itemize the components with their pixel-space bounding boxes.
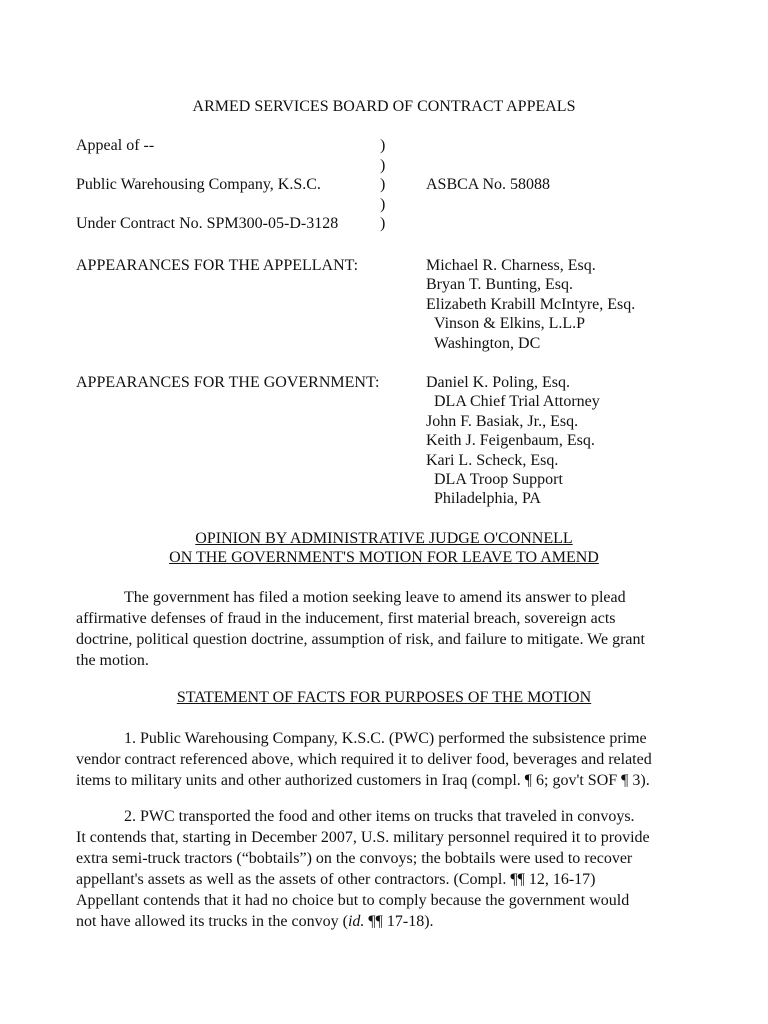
- counsel-name: Elizabeth Krabill McIntyre, Esq.: [426, 295, 636, 313]
- caption-paren: ): [380, 196, 386, 213]
- appellant-counsel-list: [426, 256, 635, 353]
- paragraph-line: 1. Public Warehousing Company, K.S.C. (PWC) performed the subsistence prime: [124, 730, 647, 747]
- appeal-of-label: Appeal of --: [76, 137, 155, 154]
- counsel-location: Philadelphia, PA: [434, 490, 541, 508]
- docket-number: ASBCA No. 58088: [426, 176, 551, 193]
- text-segment: ¶¶ 17-18).: [364, 913, 434, 930]
- caption-paren: ): [380, 176, 386, 193]
- government-appearances-label: APPEARANCES FOR THE GOVERNMENT:: [76, 374, 380, 391]
- caption-paren: ): [380, 215, 386, 232]
- counsel-office: DLA Chief Trial Attorney: [434, 393, 600, 411]
- fact-paragraph-2: [76, 806, 696, 932]
- paragraph-line: Appellant contends that it had no choice but to comply because the government would: [76, 892, 630, 909]
- caption-paren: ): [380, 157, 386, 174]
- paragraph-line: extra semi-truck tractors (“bobtails”) on the convoys; the bobtails were used to recover: [76, 850, 633, 867]
- caption-paren: ): [380, 137, 386, 154]
- paragraph-line: items to military units and other authorized customers in Iraq (compl. ¶ 6; gov't SOF ¶ 3).: [76, 772, 650, 789]
- counsel-location: Washington, DC: [434, 334, 541, 352]
- paragraph-line: the motion.: [76, 652, 149, 669]
- paragraph-line: vendor contract referenced above, which required it to deliver food, beverages and related: [76, 751, 652, 768]
- counsel-name: Daniel K. Poling, Esq.: [426, 374, 570, 391]
- paragraph-line: appellant's assets as well as the assets of other contractors. (Compl. ¶¶ 12, 16-17): [76, 871, 596, 888]
- paragraph-line: 2. PWC transported the food and other items on trucks that traveled in convoys.: [124, 808, 635, 825]
- counsel-name: Keith J. Feigenbaum, Esq.: [426, 432, 595, 450]
- board-title: ARMED SERVICES BOARD OF CONTRACT APPEALS: [192, 98, 576, 115]
- paragraph-line: It contends that, starting in December 2007, U.S. military personnel required it to provide: [76, 829, 650, 846]
- counsel-name: Michael R. Charness, Esq.: [426, 257, 596, 274]
- facts-heading: STATEMENT OF FACTS FOR PURPOSES OF THE MOTION: [176, 689, 592, 706]
- opinion-heading-line2: ON THE GOVERNMENT'S MOTION FOR LEAVE TO AMEND: [169, 549, 599, 566]
- contract-number: Under Contract No. SPM300-05-D-3128: [76, 215, 339, 232]
- paragraph-line: The government has filed a motion seeking leave to amend its answer to plead: [124, 589, 626, 606]
- paragraph-line: affirmative defenses of fraud in the inducement, first material breach, sovereign acts: [76, 610, 616, 627]
- counsel-office: DLA Troop Support: [434, 471, 563, 489]
- fact-paragraph-1: [76, 728, 696, 791]
- opinion-heading-line1: OPINION BY ADMINISTRATIVE JUDGE O'CONNELL: [195, 530, 573, 547]
- appellant-name: Public Warehousing Company, K.S.C.: [76, 176, 321, 193]
- counsel-name: John F. Basiak, Jr., Esq.: [426, 412, 579, 430]
- counsel-name: Bryan T. Bunting, Esq.: [426, 276, 573, 294]
- citation-id: id.: [347, 913, 365, 930]
- paragraph-line: [76, 911, 696, 932]
- text-segment: not have allowed its trucks in the convoy (: [76, 913, 348, 930]
- counsel-name: Kari L. Scheck, Esq.: [426, 451, 559, 469]
- counsel-firm: Vinson & Elkins, L.L.P: [434, 315, 586, 333]
- appellant-appearances-label: APPEARANCES FOR THE APPELLANT:: [76, 257, 359, 274]
- government-counsel-list: [426, 373, 600, 509]
- intro-paragraph: [76, 587, 696, 671]
- paragraph-line: doctrine, political question doctrine, assumption of risk, and failure to mitigate. We grant: [76, 631, 645, 648]
